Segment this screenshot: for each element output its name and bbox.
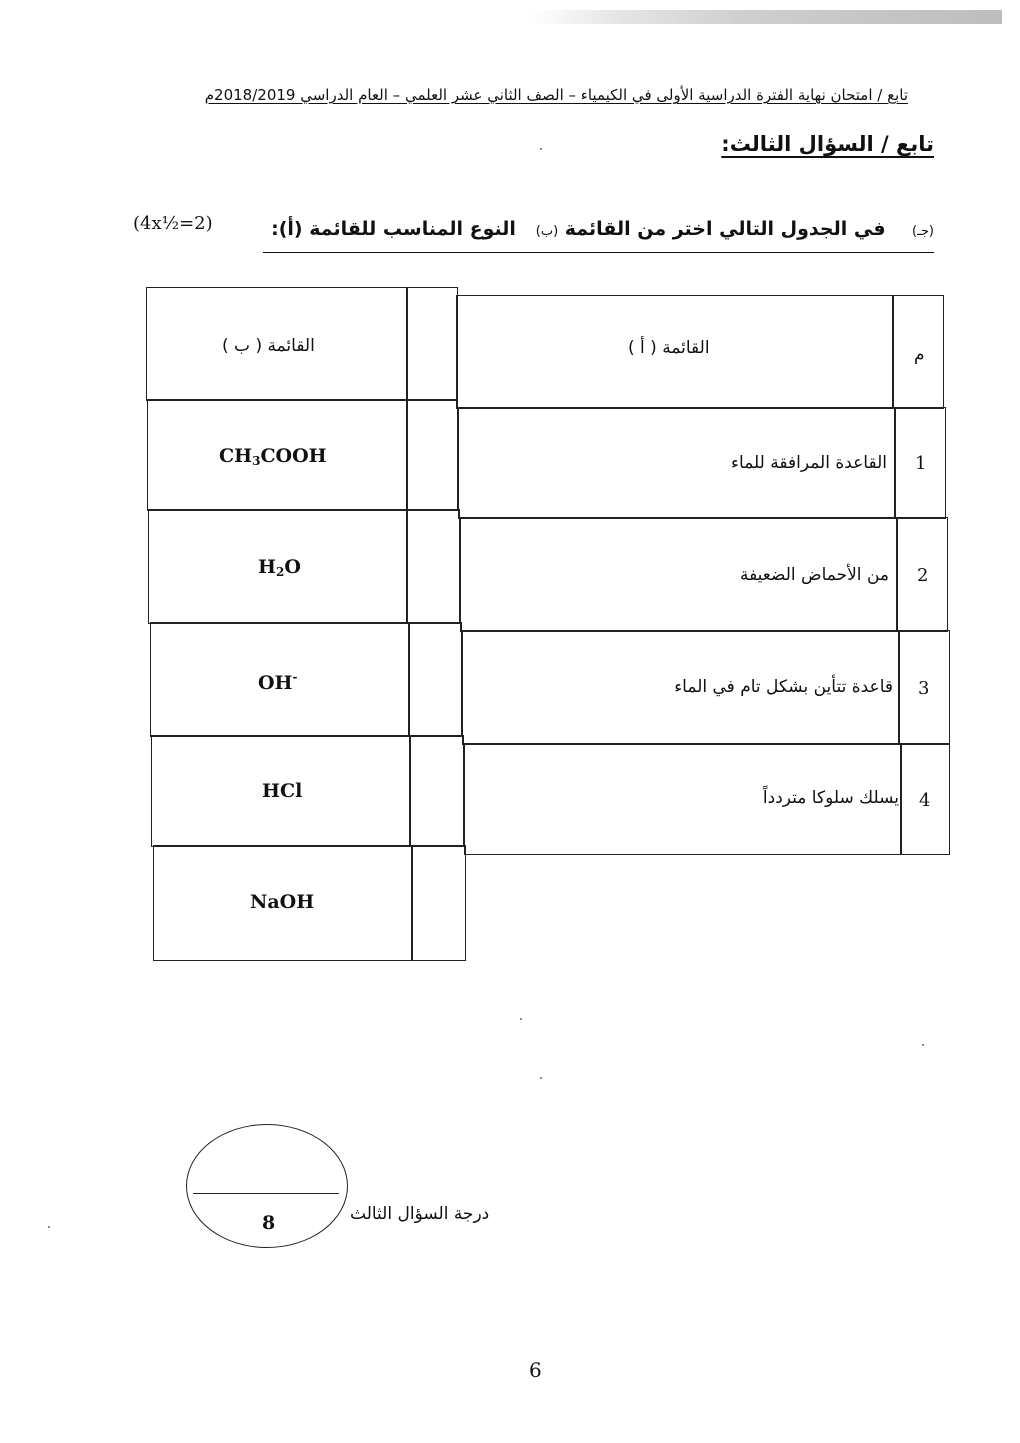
- instruction-text-part2: النوع المناسب للقائمة (أ):: [271, 218, 516, 240]
- index-header: م: [914, 345, 925, 365]
- grade-label: درجة السؤال الثالث: [350, 1204, 490, 1224]
- instruction: [271, 218, 934, 240]
- scan-speck: [922, 1044, 924, 1046]
- list-b-answer-2: [406, 509, 460, 624]
- instruction-underline: [263, 252, 934, 253]
- list-b-answer-4: [409, 735, 464, 847]
- list-b-item-1-sub: 3: [252, 454, 261, 468]
- list-b-item-5-base: NaOH: [250, 891, 315, 913]
- list-b-item-5: [250, 891, 314, 913]
- scan-speck: [540, 148, 542, 150]
- exam-header: تابع / امتحان نهاية الفترة الدراسية الأولى في الكيمياء – الصف الثاني عشر العلمي – العام الدراسي 2018/2019م: [204, 86, 908, 104]
- row-2-text: من الأحماض الضعيفة: [739, 565, 889, 585]
- row-1-text: القاعدة المرافقة للماء: [731, 453, 887, 473]
- instruction-label: (جـ): [912, 224, 934, 239]
- list-a-header: القائمة ( أ ): [628, 338, 710, 358]
- page-number: 6: [529, 1358, 542, 1382]
- question-title: تابع / السؤال الثالث:: [721, 132, 934, 156]
- row-2-number: 2: [917, 565, 929, 586]
- row-4-number: 4: [919, 790, 931, 811]
- scan-edge-shade: [530, 10, 1002, 24]
- points-value: (4x½=2): [133, 213, 213, 234]
- list-b-item-4: [262, 780, 302, 802]
- row-3-number: 3: [918, 678, 930, 699]
- instruction-list-b-ref: (ب): [535, 224, 559, 239]
- list-b-item-2-base: H: [258, 556, 276, 578]
- list-b-item-3-sup: -: [292, 670, 298, 684]
- grade-max: 8: [262, 1212, 276, 1234]
- row-3-text: قاعدة تتأين بشكل تام في الماء: [674, 677, 893, 697]
- list-b-item-1-rest: COOH: [260, 445, 327, 467]
- list-b-item-2-rest: O: [284, 556, 301, 578]
- row-4-text: يسلك سلوكا متردداً: [762, 788, 899, 808]
- list-b-answer-3: [408, 622, 462, 737]
- row-1-number: 1: [915, 453, 927, 474]
- scan-speck: [540, 1077, 542, 1079]
- list-b-answer-5: [411, 845, 466, 961]
- list-b-item-2: [258, 556, 301, 579]
- instruction-text-part1: في الجدول التالي اختر من القائمة: [564, 218, 886, 240]
- list-b-item-2-sub: 2: [275, 565, 285, 579]
- list-b-answer-header-cell: [406, 287, 458, 401]
- grade-oval-divider: [193, 1193, 339, 1194]
- scan-speck: [48, 1226, 50, 1228]
- scan-speck: [520, 1018, 522, 1020]
- list-b-item-1-base: CH: [219, 445, 253, 467]
- list-b-answer-1: [406, 399, 458, 511]
- list-b-item-3: [258, 670, 298, 694]
- list-b-item-4-base: HCl: [262, 780, 303, 802]
- list-b-item-1: [219, 445, 327, 468]
- list-b-item-3-base: OH: [258, 672, 293, 694]
- list-b-header: القائمة ( ب ): [222, 336, 315, 356]
